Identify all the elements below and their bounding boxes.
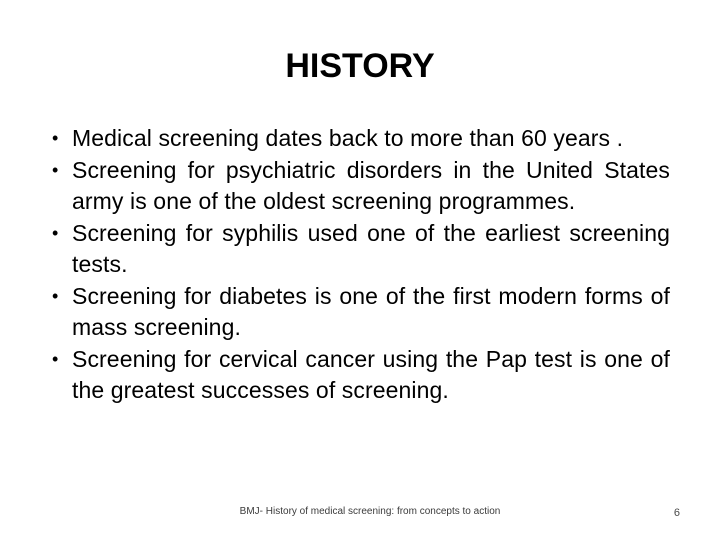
bullet-text: Screening for psychiatric disorders in the United States army is one of the oldest screening programmes. xyxy=(72,156,670,214)
footer-source: BMJ- History of medical screening: from concepts to action xyxy=(239,506,501,517)
bullet-text: Screening for diabetes is one of the first modern forms of mass screening. xyxy=(72,282,670,340)
bullet-text: Medical screening dates back to more than 60 years . xyxy=(72,125,624,151)
bullet-list xyxy=(52,123,670,407)
bullet-icon: • xyxy=(52,222,59,243)
bullet-icon: • xyxy=(52,285,59,306)
slide-title: HISTORY xyxy=(285,47,435,85)
bullet-icon: • xyxy=(52,159,59,180)
bullet-text: Screening for cervical cancer using the Pap test is one of the greatest successes of screening. xyxy=(72,345,670,403)
bullet-icon: • xyxy=(52,128,59,148)
page-number: 6 xyxy=(673,507,680,519)
bullet-item xyxy=(52,281,670,344)
bullet-item xyxy=(52,123,670,155)
bullet-item xyxy=(52,344,670,407)
bullet-item xyxy=(52,155,670,218)
bullet-icon: • xyxy=(52,348,59,369)
bullet-item xyxy=(52,218,670,281)
bullet-text: Screening for syphilis used one of the earliest screening tests. xyxy=(72,219,670,277)
